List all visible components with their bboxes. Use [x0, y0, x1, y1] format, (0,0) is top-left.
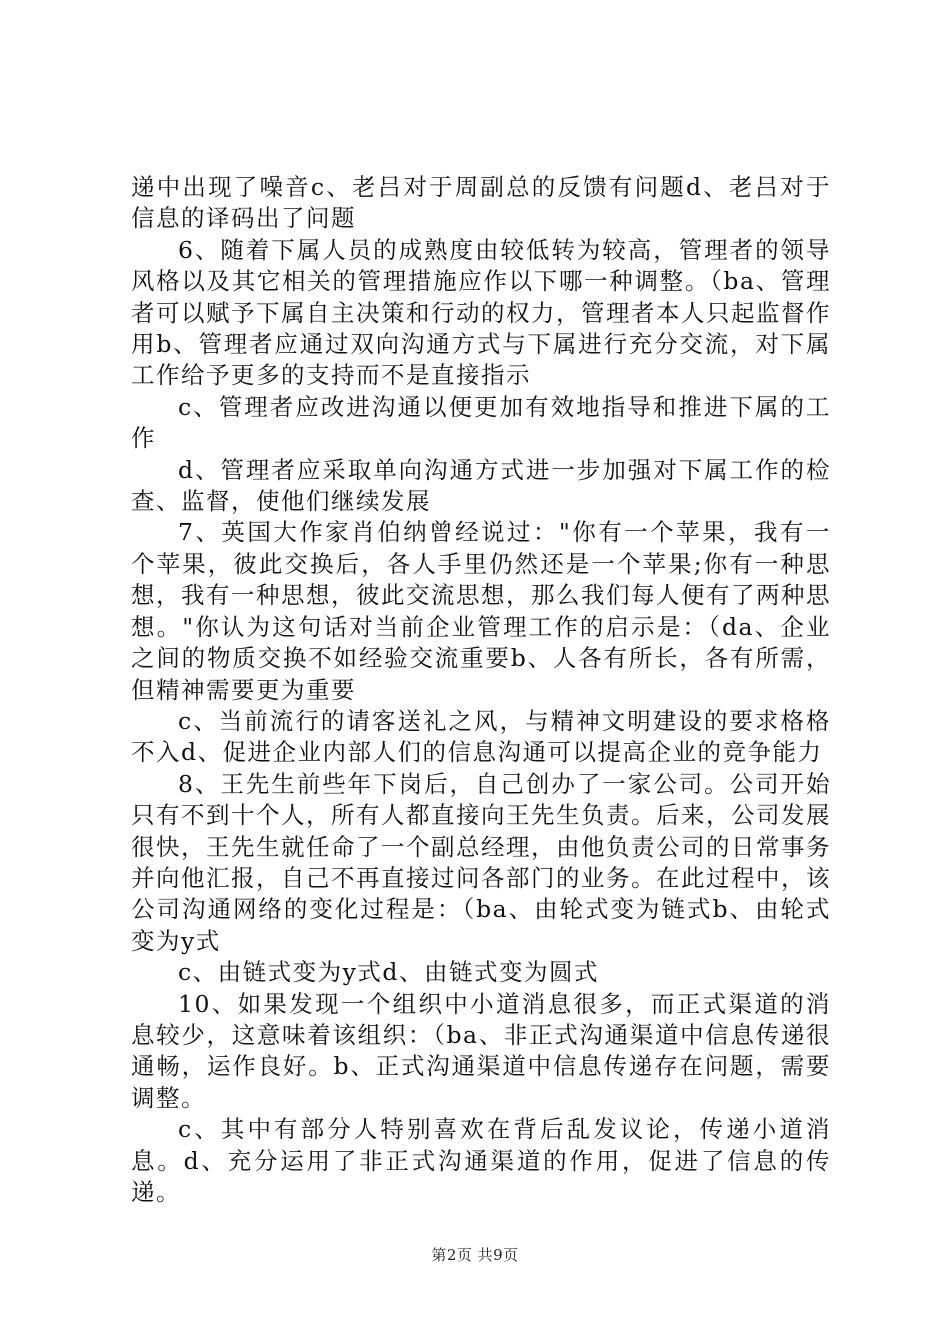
paragraph-continued: 递中出现了噪音c、老吕对于周副总的反馈有问题d、老吕对于信息的译码出了问题 — [131, 173, 831, 233]
document-body — [131, 172, 831, 1208]
paragraph-question-8: 8、王先生前些年下岗后，自己创办了一家公司。公司开始只有不到十个人，所有人都直接向王先生负责。后来，公司发展很快，王先生就任命了一个副总经理，由他负责公司的日常事务并向他汇报，自己不再直接过问各部门的业务。在此过程中，该公司沟通网络的变化过程是：（ba、由轮式变为链式b、由轮式变为y式 — [131, 769, 831, 955]
paragraph-question-6: 6、随着下属人员的成熟度由较低转为较高，管理者的领导风格以及其它相关的管理措施应作以下哪一种调整。（ba、管理者可以赋予下属自主决策和行动的权力，管理者本人只起监督作用b、管理者应通过双向沟通方式与下属进行充分交流，对下属工作给予更多的支持而不是直接指示 — [131, 235, 831, 390]
paragraph-option-6d: d、管理者应采取单向沟通方式进一步加强对下属工作的检查、监督，使他们继续发展 — [131, 455, 831, 516]
paragraph-option-7cd: c、当前流行的请客送礼之风，与精神文明建设的要求格格不入d、促进企业内部人们的信息沟通可以提高企业的竞争能力 — [131, 706, 831, 767]
paragraph-question-10: 10、如果发现一个组织中小道消息很多，而正式渠道的消息较少，这意味着该组织：（ba、非正式沟通渠道中信息传递很通畅，运作良好。b、正式沟通渠道中信息传递存在问题，需要调整。 — [131, 989, 831, 1112]
paragraph-question-7: 7、英国大作家肖伯纳曾经说过："你有一个苹果，我有一个苹果，彼此交换后，各人手里仍然还是一个苹果;你有一种思想，我有一种思想，彼此交流思想，那么我们每人便有了两种思想。"你认为这句话对当前企业管理工作的启示是：（da、企业之间的物质交换不如经验交流重要b、人各有所长，各有所需，但精神需要更为重要 — [131, 518, 831, 704]
paragraph-option-8cd: c、由链式变为y式d、由链式变为圆式 — [178, 958, 599, 987]
paragraph-option-10cd: c、其中有部分人特别喜欢在背后乱发议论，传递小道消息。d、充分运用了非正式沟通渠道的作用，促进了信息的传递。 — [131, 1115, 831, 1206]
page-footer: 第2页 共9页 — [431, 1246, 519, 1264]
paragraph-option-6c: c、管理者应改进沟通以便更加有效地指导和推进下属的工作 — [131, 392, 831, 453]
